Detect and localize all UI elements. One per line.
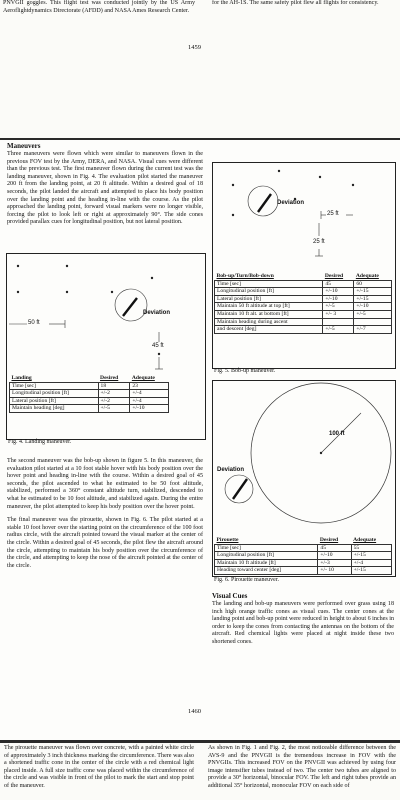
fig6-radius-label: 100 ft xyxy=(329,431,345,437)
fig5-25ft-vertical-label: 25 ft xyxy=(313,239,325,245)
table-cell: and descent [deg] xyxy=(215,326,323,334)
table-row xyxy=(10,390,169,398)
visual-cues-section xyxy=(212,592,394,647)
fig5-th-0: Bob-up/Turn/Bob-down xyxy=(216,273,274,279)
table-cell xyxy=(354,318,392,326)
fig6-th-1: Desired xyxy=(319,537,339,543)
table-cell: Lateral position [ft] xyxy=(10,397,99,405)
fig4-50ft-label: 50 ft xyxy=(28,320,40,326)
table-cell: 45 xyxy=(318,544,351,552)
table-row xyxy=(215,318,392,326)
table-cell: Maintain 10 ft alt. at bottom [ft] xyxy=(215,310,323,318)
table-cell: +/-15 xyxy=(351,552,391,560)
table-row xyxy=(10,382,169,390)
fig4-45ft-label: 45 ft xyxy=(152,343,164,349)
table-cell: Longitudinal position [ft] xyxy=(10,390,99,398)
aircraft-marker xyxy=(258,194,271,212)
aircraft-marker xyxy=(123,298,137,316)
fig4-deviation-label: Deviation xyxy=(143,310,171,316)
page-number-main: 1460 xyxy=(188,708,201,715)
table-row xyxy=(215,326,392,334)
table-cell: Maintain 50 ft altitude at top [ft] xyxy=(215,303,323,311)
fig6-table xyxy=(214,537,392,575)
fig4-table xyxy=(9,375,169,413)
top-right-text: for the AH-1S. The same safety pilot flew all flights for consistency. xyxy=(212,0,379,6)
table-cell: Maintain heading [deg] xyxy=(10,405,99,413)
table-cell: +/-2 xyxy=(98,397,130,405)
fig5-deviation-label: Deviation xyxy=(277,200,305,206)
table-cell: 18 xyxy=(98,382,130,390)
table-cell: Heading toward center [deg] xyxy=(215,567,318,575)
table-cell: +/-5 xyxy=(354,310,392,318)
visual-cues-heading: Visual Cues xyxy=(212,592,248,600)
table-row xyxy=(215,295,392,303)
table-cell: 60 xyxy=(354,280,392,288)
table-cell: +/-10 xyxy=(318,552,351,560)
table-row xyxy=(215,303,392,311)
table-cell: +/-5 xyxy=(323,303,354,311)
table-row xyxy=(10,405,169,413)
table-cell: Time [sec] xyxy=(215,280,323,288)
table-cell: +/- 10 xyxy=(318,567,351,575)
table-cell: +/-15 xyxy=(354,288,392,296)
table-cell: +/-4 xyxy=(130,397,169,405)
fig5-th-1: Desired xyxy=(324,273,344,279)
bottom-right-text: As shown in Fig. 1 and Fig. 2, the most noticeable difference between the AVS-9 and the PNVGII is the tremendous increase in FOV with the PNVGIIs. This increased FOV on the PNVGII was achieved by using four image intensifier tubes instead of two. The center two tubes are aligned to provide a 30° horizontal, binocular FOV. The left and right tubes provide an additional 35° horizontal, monocular FOV on each side of xyxy=(208,745,396,789)
table-row xyxy=(10,397,169,405)
table-cell: 55 xyxy=(351,544,391,552)
fig5-graphic xyxy=(213,163,395,271)
aircraft-marker xyxy=(233,479,247,499)
table-cell: +/-15 xyxy=(351,567,391,575)
fig5-25ft-horizontal-label: 25 ft xyxy=(327,211,339,217)
maneuvers-paragraph-2: The second maneuver was the bob-up shown in figure 5. In this maneuver, the evaluation pilot started at a 10 foot stable hover with his body position over the hover point and heading in-line with the course. Within a desired goal of 45 seconds, the pilot ascended to what he estimated to be 50 foot altitude, stabilized, performed a 360° constant altitude turn, stabilized, descended to what he estimated to be 10 foot altitude, and stabilized again. During the entire maneuver, the pilot attempted to keep his body position over the hover point. xyxy=(7,458,203,510)
table-cell: +/-15 xyxy=(354,295,392,303)
maneuvers-continued xyxy=(7,458,203,570)
maneuvers-section xyxy=(7,142,203,227)
maneuvers-heading: Maneuvers xyxy=(7,142,41,150)
fig4-diagram xyxy=(6,253,206,440)
table-cell: +/-7 xyxy=(354,326,392,334)
fig6-th-2: Adequate xyxy=(353,537,377,543)
table-cell: +/-10 xyxy=(130,405,169,413)
table-cell: +/-3 xyxy=(318,559,351,567)
table-row xyxy=(215,567,392,575)
table-cell: Lateral position [ft] xyxy=(215,295,323,303)
page-number-top: 1459 xyxy=(188,44,201,51)
fig4-th-2: Adequate xyxy=(131,375,155,381)
page-top-fragment xyxy=(0,0,400,140)
page-main xyxy=(0,140,400,740)
fig6-deviation-label: Deviation xyxy=(217,467,245,473)
top-left-text: PNVGII goggles. This flight test was conducted jointly by the US Army Aeroflightdynamics Directorate (AFDD) and NASA Ames Research Center. xyxy=(3,0,195,14)
scan-edge xyxy=(0,740,400,743)
page-bottom-fragment xyxy=(0,740,400,800)
fig6-diagram xyxy=(212,380,396,577)
fig4-table-header xyxy=(10,375,169,382)
table-cell xyxy=(323,318,354,326)
table-cell: Longitudinal position [ft] xyxy=(215,288,323,296)
fig6-th-0: Pirouette xyxy=(216,537,239,543)
table-cell: +/-5 xyxy=(98,405,130,413)
table-cell: +/-2 xyxy=(98,390,130,398)
fig5-diagram xyxy=(212,162,396,369)
table-cell: +/-4 xyxy=(351,559,391,567)
table-cell: +/- 3 xyxy=(323,310,354,318)
fig5-caption: Fig. 5. Bob-up maneuver. xyxy=(214,368,276,374)
fig5-table-header xyxy=(215,273,392,280)
maneuvers-paragraph-1: Three maneuvers were flown which were similar to maneuvers flown in the previous FOV test by the Army, DERA, and NASA. Visual cues were different than the previous test. The first maneuver flown during the current test was the landing maneuver, shown in Fig. 4. The evaluation pilot started the maneuver 200 ft from the landing point, at 20 ft altitude. Within a desired goal of 18 seconds, the pilot landed the aircraft and attempted to place his body position over the landing point and the heading in-line with the course. As the pilot approached the landing point, forward visual markers were no longer visible, forcing the pilot to look left or right at approximately 90°. The side cones provided parallax cues for longitudinal position, but not lateral position. xyxy=(7,151,203,226)
table-cell: Time [sec] xyxy=(215,544,318,552)
table-cell: +/-5 xyxy=(323,326,354,334)
deviation-circle xyxy=(248,186,278,216)
table-cell: Longitudinal position [ft] xyxy=(215,552,318,560)
table-cell: 23 xyxy=(130,382,169,390)
fig6-table-header xyxy=(215,537,392,544)
table-cell: Maintain heading during ascent xyxy=(215,318,323,326)
fig6-graphic xyxy=(213,381,395,531)
table-row xyxy=(215,310,392,318)
fig4-th-1: Desired xyxy=(100,375,119,381)
fig4-graphic xyxy=(7,254,205,372)
table-row xyxy=(215,280,392,288)
fig6-caption: Fig. 6. Pirouette maneuver. xyxy=(214,577,279,583)
table-cell: 45 xyxy=(323,280,354,288)
table-row xyxy=(215,559,392,567)
fig4-caption: Fig. 4. Landing maneuver. xyxy=(8,439,72,445)
table-cell: +/-4 xyxy=(130,390,169,398)
maneuvers-paragraph-3: The final maneuver was the pirouette, shown in Fig. 6. The pilot started at a stable 10 foot hover over the starting point on the circumference of the 100 foot radius circle, with the aircraft pointed toward the visual marker at the center of the circle. Within a desired goal of 45 seconds, the pilot flew the aircraft around the circle, attempting to maintain his body position over the circumference of the circle, and attempting to keep the nose of the aircraft pointed at the center of the circle. xyxy=(7,517,203,569)
fig5-table xyxy=(214,273,392,334)
table-cell: Maintain 10 ft altitude [ft] xyxy=(215,559,318,567)
visual-cues-paragraph: The landing and bob-up maneuvers were performed over grass using 18 inch high orange traffic cones as visual cues. The center cones at the landing point and bob-up point were reduced in height to about 6 inches in order to keep the cones from contacting the antennas on the bottom of the aircraft. Red chemical lights were placed at night inside these two shortened cones. xyxy=(212,601,394,645)
table-cell: Time [sec] xyxy=(10,382,99,390)
table-row xyxy=(215,288,392,296)
table-row xyxy=(215,552,392,560)
bottom-left-text: The pirouette maneuver was flown over concrete, with a painted white circle of approximately 3 inch thickness marking the circumference. There was also a shortened traffic cone in the center of the circle with a red chemical light placed inside. A full size traffic cone was placed within the circumference of the circle and was visible in front of the pilot to mark the start and stop point of the maneuver. xyxy=(4,745,194,789)
table-row xyxy=(215,544,392,552)
table-cell: +/-10 xyxy=(323,295,354,303)
table-cell: +/-10 xyxy=(323,288,354,296)
fig4-th-0: Landing xyxy=(11,375,32,381)
table-cell: +/-10 xyxy=(354,303,392,311)
fig5-th-2: Adequate xyxy=(355,273,379,279)
